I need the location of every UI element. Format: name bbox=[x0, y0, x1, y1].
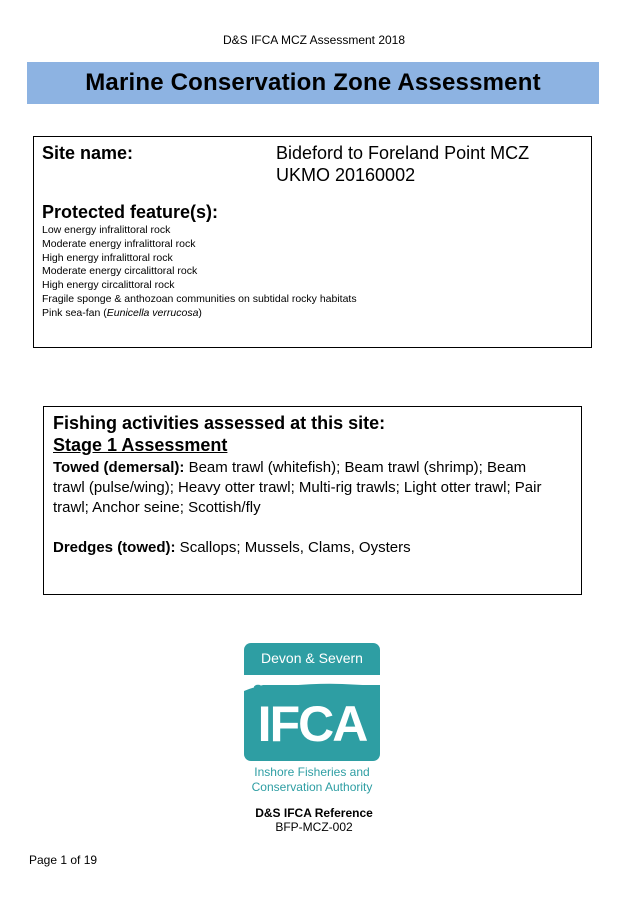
dredges-paragraph bbox=[53, 538, 558, 558]
fishing-heading: Fishing activities assessed at this site: bbox=[53, 413, 386, 433]
towed-label: Towed (demersal): bbox=[53, 459, 185, 476]
site-name-label: Site name: bbox=[42, 143, 134, 163]
running-header: D&S IFCA MCZ Assessment 2018 bbox=[222, 33, 406, 47]
page-title: Marine Conservation Zone Assessment bbox=[85, 69, 541, 96]
fishing-activities-box bbox=[43, 406, 582, 595]
site-code-line: UKMO 20160002 bbox=[276, 165, 416, 185]
site-name-line: Bideford to Foreland Point MCZ bbox=[276, 143, 530, 163]
dredges-label: Dredges (towed): bbox=[53, 539, 176, 556]
protected-features-heading: Protected feature(s): bbox=[42, 202, 219, 222]
towed-text: Beam trawl (whitefish); Beam trawl (shrimp); Beam trawl (pulse/wing); Heavy otter trawl; Multi-rig trawls; Light otter trawl; Pair trawl; Anchor seine; Scottish/fly bbox=[53, 459, 542, 516]
title-banner bbox=[27, 62, 599, 104]
feature-item bbox=[42, 307, 357, 321]
feature-item: Low energy infralittoral rock bbox=[42, 224, 171, 236]
protected-features-list bbox=[42, 224, 357, 321]
logo-subtitle-line: Inshore Fisheries and bbox=[254, 765, 370, 779]
reference-block bbox=[0, 806, 628, 834]
page-number: Page 1 of 19 bbox=[29, 853, 98, 867]
feature-item: Moderate energy infralittoral rock bbox=[42, 237, 196, 250]
logo-subtitle bbox=[244, 765, 380, 795]
wave-fish-icon bbox=[244, 677, 380, 695]
feature-text: Pink sea-fan ( bbox=[42, 306, 107, 319]
site-name-value bbox=[276, 142, 529, 186]
feature-item: Fragile sponge & anthozoan communities on subtidal rocky habitats bbox=[42, 292, 357, 305]
feature-text: ) bbox=[198, 306, 202, 319]
species-name: Eunicella verrucosa bbox=[106, 306, 199, 319]
reference-value: BFP-MCZ-002 bbox=[275, 820, 353, 834]
stage-heading: Stage 1 Assessment bbox=[53, 435, 228, 455]
logo-wordmark: IFCA bbox=[244, 685, 380, 761]
logo-top-banner: Devon & Severn bbox=[244, 643, 380, 675]
reference-label: D&S IFCA Reference bbox=[255, 806, 373, 820]
feature-item: High energy circalittoral rock bbox=[42, 279, 175, 292]
ifca-logo bbox=[244, 643, 380, 795]
dredges-text: Scallops; Mussels, Clams, Oysters bbox=[175, 539, 411, 556]
feature-item: High energy infralittoral rock bbox=[42, 251, 173, 264]
towed-paragraph bbox=[53, 458, 558, 518]
site-info-box bbox=[33, 136, 592, 348]
logo-subtitle-line: Conservation Authority bbox=[251, 780, 373, 794]
feature-item: Moderate energy circalittoral rock bbox=[42, 265, 198, 278]
